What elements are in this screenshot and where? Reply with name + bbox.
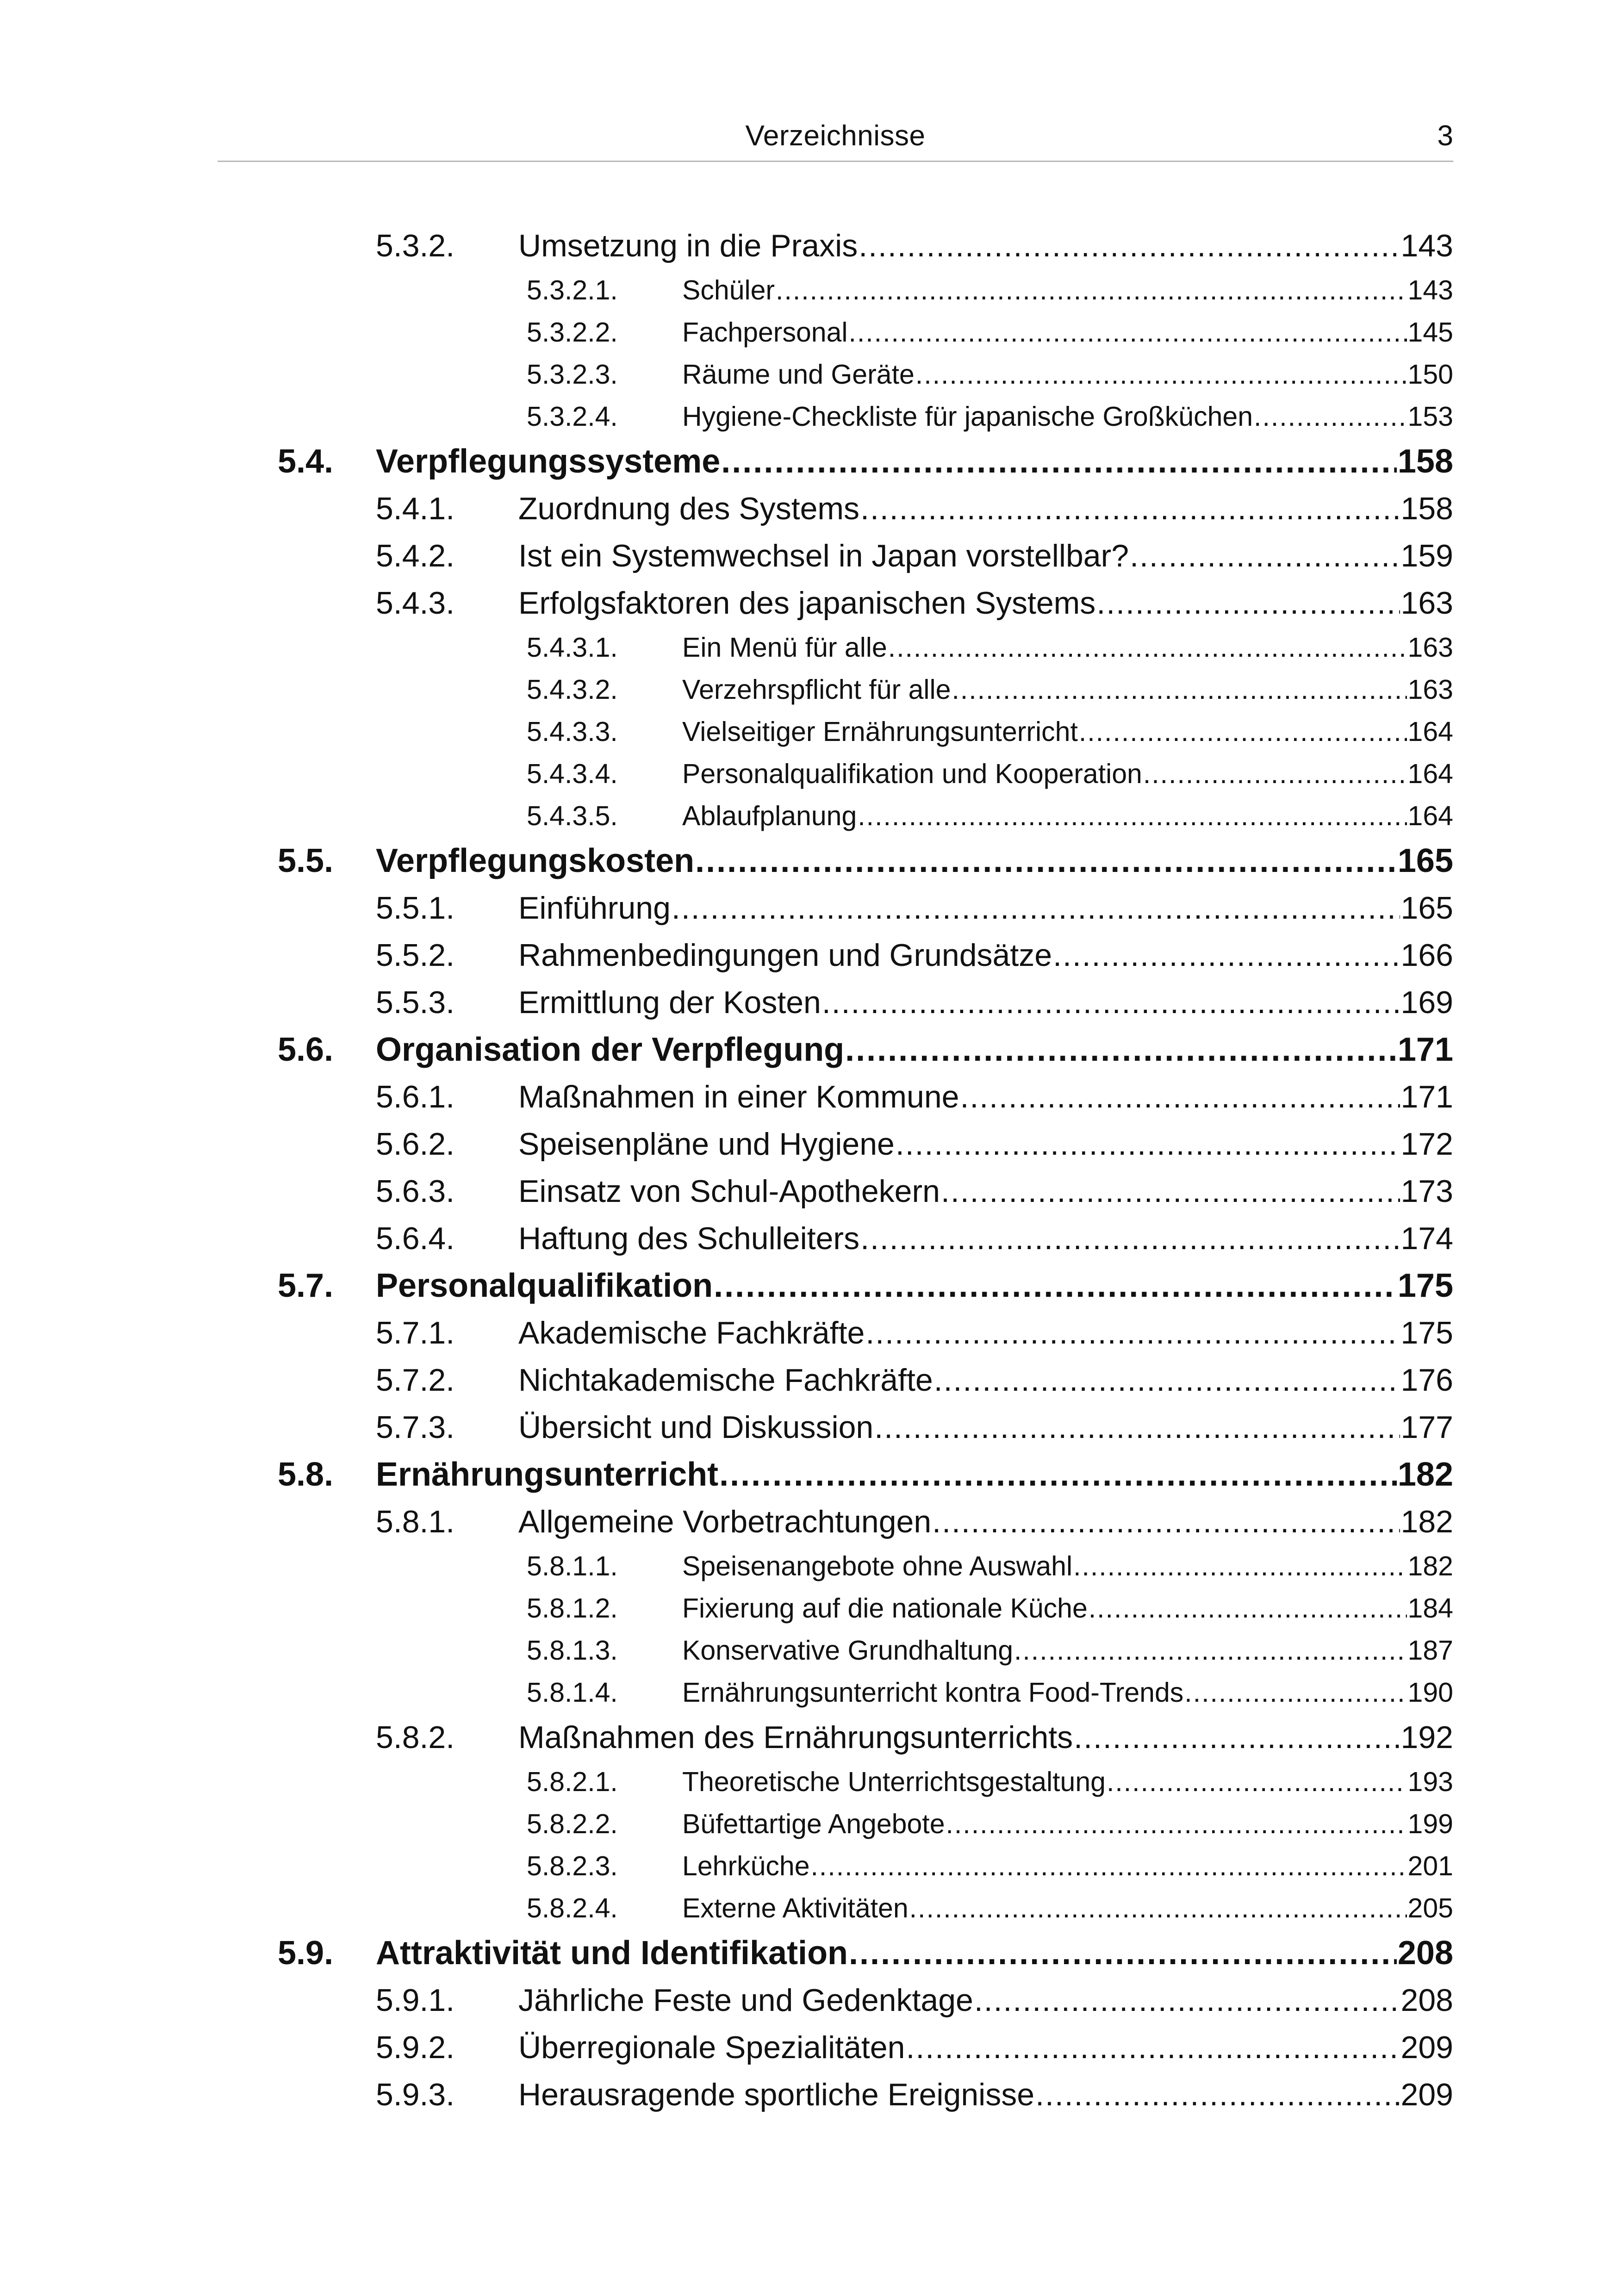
toc-entry-level-2 xyxy=(278,222,1453,269)
toc-entry-page: 209 xyxy=(1400,2077,1453,2112)
toc-entry-title: Vielseitiger Ernährungsunterricht xyxy=(682,716,1078,747)
toc-entry-page: 169 xyxy=(1400,985,1453,1020)
dot-leader xyxy=(1254,396,1407,438)
toc-entry-page: 184 xyxy=(1407,1593,1453,1624)
dot-leader xyxy=(721,438,1397,485)
toc-entry-page: 172 xyxy=(1400,1126,1453,1162)
toc-entry-level-2 xyxy=(278,2024,1453,2071)
toc-entry-page: 164 xyxy=(1407,759,1453,789)
dot-leader xyxy=(1089,1587,1407,1630)
toc-entry-page: 143 xyxy=(1407,275,1453,305)
dot-leader xyxy=(874,1404,1400,1451)
toc-entry-title: Speisenpläne und Hygiene xyxy=(518,1126,895,1162)
dot-leader xyxy=(974,1977,1400,2024)
toc-entry-title: Schüler xyxy=(682,275,775,305)
dot-leader xyxy=(896,1120,1400,1168)
toc-entry-page: 182 xyxy=(1407,1551,1453,1581)
toc-entry-level-1 xyxy=(278,438,1453,485)
toc-entry-number: 5.7. xyxy=(278,1267,334,1304)
toc-entry-level-3 xyxy=(278,1672,1453,1714)
toc-entry-level-2 xyxy=(278,1977,1453,2024)
toc-entry-page: 166 xyxy=(1400,938,1453,973)
toc-entry-page: 192 xyxy=(1400,1720,1453,1755)
dot-leader xyxy=(719,1451,1397,1498)
toc-entry-number: 5.3.2. xyxy=(376,228,455,263)
toc-entry-page: 174 xyxy=(1400,1221,1453,1256)
dot-leader xyxy=(1130,532,1400,579)
dot-leader xyxy=(1143,753,1407,795)
toc-entry-title: Konservative Grundhaltung xyxy=(682,1635,1014,1666)
toc-entry-level-1 xyxy=(278,1026,1453,1073)
toc-entry-number: 5.8. xyxy=(278,1456,334,1493)
toc-entry-page: 153 xyxy=(1407,401,1453,432)
dot-leader xyxy=(849,311,1407,354)
toc-entry-level-2 xyxy=(278,579,1453,627)
toc-entry-title: Hygiene-Checkliste für japanische Großküchen xyxy=(682,401,1253,432)
toc-entry-level-3 xyxy=(278,1587,1453,1630)
toc-entry-level-3 xyxy=(278,1803,1453,1845)
toc-entry-page: 201 xyxy=(1407,1851,1453,1881)
toc-entry-title: Verpflegungssysteme xyxy=(376,443,721,480)
dot-leader xyxy=(776,269,1407,311)
dot-leader xyxy=(915,354,1407,396)
dot-leader xyxy=(1014,1630,1407,1672)
toc-entry-title: Verpflegungskosten xyxy=(376,842,695,879)
dot-leader xyxy=(860,485,1400,532)
toc-entry-page: 163 xyxy=(1400,585,1453,621)
toc-entry-page: 208 xyxy=(1400,1983,1453,2018)
dot-leader xyxy=(858,795,1406,837)
toc-entry-title: Übersicht und Diskussion xyxy=(518,1410,874,1445)
toc-entry-page: 208 xyxy=(1397,1935,1453,1972)
toc-entry-title: Fachpersonal xyxy=(682,317,848,348)
toc-entry-title: Überregionale Spezialitäten xyxy=(518,2030,905,2065)
dot-leader xyxy=(695,837,1397,884)
toc-entry-number: 5.5.1. xyxy=(376,890,455,926)
toc-entry-number: 5.7.2. xyxy=(376,1363,455,1398)
toc-entry-title: Büfettartige Angebote xyxy=(682,1809,945,1839)
toc-entry-title: Fixierung auf die nationale Küche xyxy=(682,1593,1088,1624)
toc-entry-level-2 xyxy=(278,1404,1453,1451)
toc-entry-level-2 xyxy=(278,932,1453,979)
toc-entry-page: 173 xyxy=(1400,1174,1453,1209)
toc-entry-title: Ernährungsunterricht kontra Food-Trends xyxy=(682,1677,1184,1708)
toc-entry-level-3 xyxy=(278,669,1453,711)
toc-entry-title: Rahmenbedingungen und Grundsätze xyxy=(518,938,1052,973)
toc-entry-number: 5.5. xyxy=(278,842,334,879)
toc-entry-level-3 xyxy=(278,1761,1453,1803)
dot-leader xyxy=(952,669,1406,711)
toc-entry-title: Haftung des Schulleiters xyxy=(518,1221,860,1256)
toc-entry-title: Herausragende sportliche Ereignisse xyxy=(518,2077,1035,2112)
toc-entry-title: Umsetzung in die Praxis xyxy=(518,228,858,263)
toc-entry-number: 5.4.3.2. xyxy=(527,674,618,705)
toc-entry-number: 5.6.1. xyxy=(376,1079,455,1114)
toc-entry-title: Ablaufplanung xyxy=(682,801,857,831)
dot-leader xyxy=(865,1309,1400,1356)
toc-entry-title: Erfolgsfaktoren des japanischen Systems xyxy=(518,585,1096,621)
dot-leader xyxy=(932,1498,1400,1545)
dot-leader xyxy=(906,2024,1400,2071)
dot-leader xyxy=(941,1168,1400,1215)
toc-entry-level-3 xyxy=(278,311,1453,354)
toc-entry-page: 150 xyxy=(1407,359,1453,390)
toc-entry-number: 5.3.2.4. xyxy=(527,401,618,432)
dot-leader xyxy=(822,979,1400,1026)
page-number: 3 xyxy=(1437,120,1453,152)
toc-entry-number: 5.4.3.3. xyxy=(527,716,618,747)
dot-leader xyxy=(960,1073,1400,1120)
toc-entry-number: 5.7.3. xyxy=(376,1410,455,1445)
dot-leader xyxy=(1073,1545,1406,1587)
toc-entry-level-2 xyxy=(278,884,1453,932)
toc-entry-title: Personalqualifikation und Kooperation xyxy=(682,759,1142,789)
toc-entry-level-3 xyxy=(278,354,1453,396)
toc-entry-number: 5.4. xyxy=(278,443,334,480)
toc-entry-number: 5.8.1.3. xyxy=(527,1635,618,1666)
toc-entry-level-3 xyxy=(278,269,1453,311)
dot-leader xyxy=(845,1026,1397,1073)
toc-entry-title: Personalqualifikation xyxy=(376,1267,713,1304)
toc-entry-page: 182 xyxy=(1400,1504,1453,1539)
toc-entry-number: 5.4.2. xyxy=(376,538,455,573)
table-of-contents xyxy=(278,222,1453,2118)
toc-entry-number: 5.8.2.4. xyxy=(527,1893,618,1923)
toc-entry-level-1 xyxy=(278,1262,1453,1309)
toc-entry-level-2 xyxy=(278,532,1453,579)
toc-entry-title: Akademische Fachkräfte xyxy=(518,1315,865,1350)
header-rule xyxy=(218,161,1453,162)
toc-entry-page: 164 xyxy=(1407,716,1453,747)
toc-entry-page: 159 xyxy=(1400,538,1453,573)
running-header-title: Verzeichnisse xyxy=(745,120,926,152)
toc-entry-number: 5.8.1.1. xyxy=(527,1551,618,1581)
dot-leader xyxy=(849,1929,1397,1977)
toc-entry-level-3 xyxy=(278,753,1453,795)
toc-entry-level-2 xyxy=(278,1168,1453,1215)
toc-entry-number: 5.4.3.5. xyxy=(527,801,618,831)
toc-entry-title: Ein Menü für alle xyxy=(682,632,887,663)
toc-entry-page: 193 xyxy=(1407,1767,1453,1797)
toc-entry-page: 177 xyxy=(1400,1410,1453,1445)
toc-entry-number: 5.6.4. xyxy=(376,1221,455,1256)
dot-leader xyxy=(672,884,1400,932)
toc-entry-title: Jährliche Feste und Gedenktage xyxy=(518,1983,973,2018)
toc-entry-title: Einsatz von Schul-Apothekern xyxy=(518,1174,940,1209)
dot-leader xyxy=(1107,1761,1407,1803)
dot-leader xyxy=(1035,2071,1400,2118)
toc-entry-level-1 xyxy=(278,1929,1453,1977)
dot-leader xyxy=(1074,1714,1400,1761)
toc-entry-title: Einführung xyxy=(518,890,671,926)
toc-entry-title: Theoretische Unterrichtsgestaltung xyxy=(682,1767,1106,1797)
dot-leader xyxy=(888,627,1407,669)
dot-leader xyxy=(714,1262,1397,1309)
toc-entry-title: Organisation der Verpflegung xyxy=(376,1031,845,1068)
toc-entry-level-3 xyxy=(278,711,1453,753)
toc-entry-page: 143 xyxy=(1400,228,1453,263)
toc-entry-page: 165 xyxy=(1397,842,1453,879)
toc-entry-level-2 xyxy=(278,1356,1453,1404)
toc-entry-title: Maßnahmen des Ernährungsunterrichts xyxy=(518,1720,1073,1755)
toc-entry-title: Maßnahmen in einer Kommune xyxy=(518,1079,959,1114)
toc-entry-number: 5.4.1. xyxy=(376,491,455,526)
dot-leader xyxy=(811,1845,1407,1887)
toc-entry-level-2 xyxy=(278,979,1453,1026)
toc-entry-level-2 xyxy=(278,1714,1453,1761)
toc-entry-title: Ist ein Systemwechsel in Japan vorstellbar? xyxy=(518,538,1129,573)
dot-leader xyxy=(909,1887,1407,1929)
toc-entry-number: 5.8.1.2. xyxy=(527,1593,618,1624)
toc-entry-page: 209 xyxy=(1400,2030,1453,2065)
toc-entry-title: Externe Aktivitäten xyxy=(682,1893,909,1923)
toc-entry-number: 5.6. xyxy=(278,1031,334,1068)
toc-entry-number: 5.9.2. xyxy=(376,2030,455,2065)
toc-entry-page: 158 xyxy=(1400,491,1453,526)
dot-leader xyxy=(1096,579,1400,627)
toc-entry-page: 164 xyxy=(1407,801,1453,831)
toc-entry-number: 5.5.3. xyxy=(376,985,455,1020)
toc-entry-number: 5.6.2. xyxy=(376,1126,455,1162)
toc-entry-title: Allgemeine Vorbetrachtungen xyxy=(518,1504,932,1539)
toc-entry-page: 205 xyxy=(1407,1893,1453,1923)
toc-entry-title: Zuordnung des Systems xyxy=(518,491,860,526)
toc-entry-page: 187 xyxy=(1407,1635,1453,1666)
toc-entry-page: 171 xyxy=(1400,1079,1453,1114)
toc-entry-level-2 xyxy=(278,2071,1453,2118)
toc-entry-page: 145 xyxy=(1407,317,1453,348)
toc-entry-number: 5.8.2. xyxy=(376,1720,455,1755)
toc-entry-page: 175 xyxy=(1397,1267,1453,1304)
toc-entry-level-3 xyxy=(278,1630,1453,1672)
toc-entry-number: 5.9.3. xyxy=(376,2077,455,2112)
dot-leader xyxy=(860,1215,1400,1262)
toc-entry-level-2 xyxy=(278,1498,1453,1545)
toc-entry-level-3 xyxy=(278,1845,1453,1887)
toc-entry-title: Speisenangebote ohne Auswahl xyxy=(682,1551,1073,1581)
toc-entry-level-3 xyxy=(278,795,1453,837)
dot-leader xyxy=(934,1356,1400,1404)
toc-entry-number: 5.3.2.2. xyxy=(527,317,618,348)
toc-entry-title: Verzehrspflicht für alle xyxy=(682,674,951,705)
toc-entry-level-2 xyxy=(278,1073,1453,1120)
toc-entry-level-3 xyxy=(278,627,1453,669)
dot-leader xyxy=(946,1803,1407,1845)
toc-entry-title: Lehrküche xyxy=(682,1851,810,1881)
toc-entry-page: 163 xyxy=(1407,674,1453,705)
toc-entry-number: 5.8.2.2. xyxy=(527,1809,618,1839)
dot-leader xyxy=(859,222,1400,269)
toc-entry-number: 5.8.2.3. xyxy=(527,1851,618,1881)
toc-entry-level-3 xyxy=(278,1545,1453,1587)
running-header xyxy=(218,116,1453,162)
toc-entry-title: Ernährungsunterricht xyxy=(376,1456,719,1493)
toc-entry-title: Nichtakademische Fachkräfte xyxy=(518,1363,933,1398)
toc-entry-page: 165 xyxy=(1400,890,1453,926)
toc-entry-level-3 xyxy=(278,1887,1453,1929)
toc-entry-page: 171 xyxy=(1397,1031,1453,1068)
toc-entry-page: 199 xyxy=(1407,1809,1453,1839)
dot-leader xyxy=(1053,932,1400,979)
toc-entry-number: 5.8.1. xyxy=(376,1504,455,1539)
toc-entry-number: 5.3.2.1. xyxy=(527,275,618,305)
toc-entry-number: 5.6.3. xyxy=(376,1174,455,1209)
toc-entry-level-3 xyxy=(278,396,1453,438)
toc-entry-page: 163 xyxy=(1407,632,1453,663)
toc-entry-number: 5.9.1. xyxy=(376,1983,455,2018)
toc-entry-page: 190 xyxy=(1407,1677,1453,1708)
toc-entry-page: 158 xyxy=(1397,443,1453,480)
toc-entry-number: 5.7.1. xyxy=(376,1315,455,1350)
dot-leader xyxy=(1079,711,1407,753)
toc-entry-level-2 xyxy=(278,1120,1453,1168)
toc-entry-page: 175 xyxy=(1400,1315,1453,1350)
toc-entry-page: 182 xyxy=(1397,1456,1453,1493)
toc-entry-number: 5.4.3. xyxy=(376,585,455,621)
toc-entry-number: 5.8.2.1. xyxy=(527,1767,618,1797)
toc-entry-number: 5.3.2.3. xyxy=(527,359,618,390)
toc-entry-title: Räume und Geräte xyxy=(682,359,915,390)
toc-entry-level-2 xyxy=(278,1309,1453,1356)
toc-entry-level-2 xyxy=(278,1215,1453,1262)
toc-entry-number: 5.4.3.4. xyxy=(527,759,618,789)
toc-entry-page: 176 xyxy=(1400,1363,1453,1398)
toc-entry-number: 5.9. xyxy=(278,1935,334,1972)
toc-entry-level-1 xyxy=(278,837,1453,884)
toc-entry-number: 5.4.3.1. xyxy=(527,632,618,663)
toc-entry-level-1 xyxy=(278,1451,1453,1498)
toc-entry-level-2 xyxy=(278,485,1453,532)
toc-entry-title: Attraktivität und Identifikation xyxy=(376,1935,848,1972)
toc-entry-number: 5.8.1.4. xyxy=(527,1677,618,1708)
toc-entry-number: 5.5.2. xyxy=(376,938,455,973)
toc-entry-title: Ermittlung der Kosten xyxy=(518,985,821,1020)
dot-leader xyxy=(1184,1672,1406,1714)
